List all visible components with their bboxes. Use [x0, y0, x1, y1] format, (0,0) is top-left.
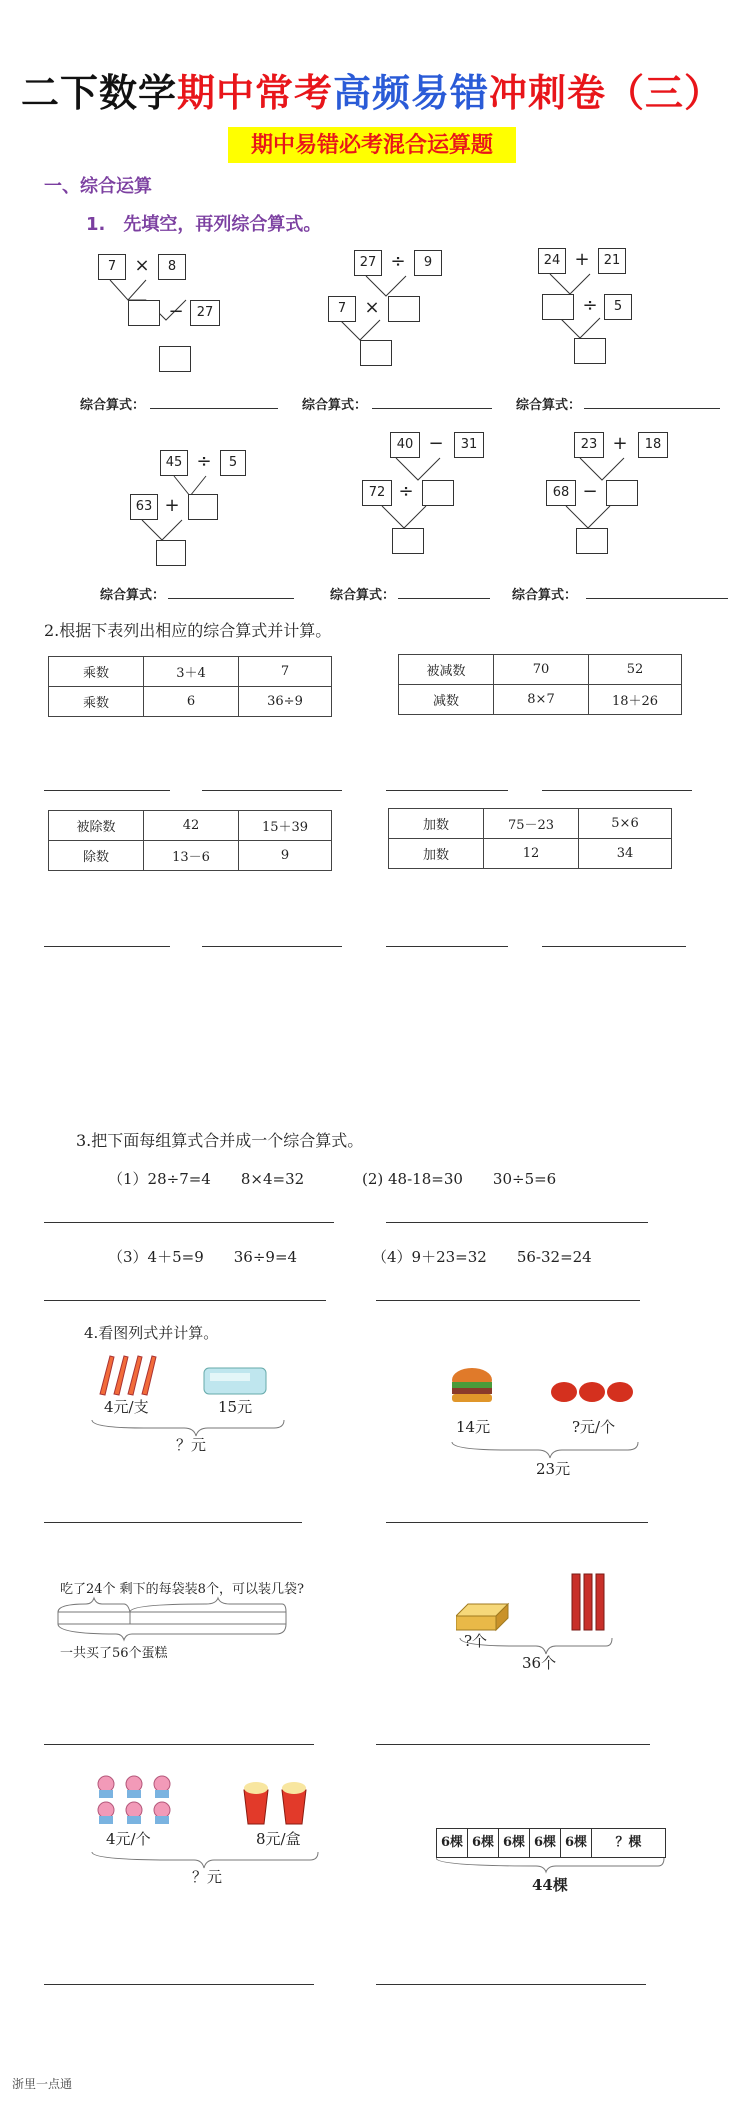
tree-1-b: 8	[158, 254, 186, 280]
tree-3-op1: +	[574, 249, 590, 270]
tree-2	[326, 250, 466, 380]
section-heading: 一、综合运算	[44, 176, 152, 197]
q3-title: 3.把下面每组算式合并成一个综合算式。	[76, 1131, 364, 1150]
pic5-left-label: 4元/个	[106, 1830, 151, 1848]
q4-picture-1	[84, 1350, 304, 1454]
pic6-total-label: 44棵	[532, 1876, 568, 1894]
bar-cell-unknown: ？棵	[615, 1835, 642, 1850]
pic4-left-label: ?个	[464, 1632, 488, 1650]
tree-6-blank-1[interactable]	[606, 480, 638, 506]
tree-6-op1: +	[612, 433, 628, 454]
cell: 被除数	[49, 811, 144, 841]
tree-3-blank-2[interactable]	[574, 338, 606, 364]
cell: 42	[144, 811, 239, 841]
q2-answer-line[interactable]	[386, 946, 508, 947]
tree-4-a: 45	[160, 450, 188, 476]
tree-1-c: 27	[190, 300, 220, 326]
pic2-left-label: 14元	[456, 1418, 491, 1436]
q2-table-1	[48, 656, 332, 717]
q1-title: 1. 先填空，再列综合算式。	[86, 214, 322, 235]
cell: 75－23	[484, 809, 579, 839]
formula-label-5: 综合算式：	[330, 588, 396, 603]
formula-label-3: 综合算式：	[516, 398, 582, 413]
q4-answer-line[interactable]	[44, 1522, 302, 1523]
footer-source: 浙里一点通	[12, 2077, 73, 2091]
bar-cell: 6棵	[530, 1829, 561, 1857]
tree-5-b: 31	[454, 432, 484, 458]
formula-label-6: 综合算式：	[512, 588, 578, 603]
bar-cell: 6棵	[561, 1829, 592, 1857]
tree-2-b: 9	[414, 250, 442, 276]
q4-picture-5	[84, 1770, 334, 1886]
tree-5-op2: ÷	[398, 481, 414, 502]
tree-2-op2: ×	[364, 297, 380, 318]
tree-5-blank-2[interactable]	[392, 528, 424, 554]
tree-1-op2: −	[168, 301, 184, 322]
pic1-total-label: ？元	[176, 1436, 207, 1454]
pic1-left-label: 4元/支	[104, 1398, 149, 1416]
cell: 15＋39	[239, 811, 332, 841]
cell: 减数	[399, 685, 494, 715]
tree-4-op2: +	[164, 495, 180, 516]
pic4-total-label: 36个	[522, 1654, 557, 1672]
cell: 12	[484, 839, 579, 869]
tree-4-c: 63	[130, 494, 158, 520]
tree-3-c: 5	[604, 294, 632, 320]
pic2-total-label: 23元	[536, 1460, 571, 1478]
tree-4-op1: ÷	[196, 451, 212, 472]
q3-answer-line[interactable]	[44, 1300, 326, 1301]
bar-cell: 6棵	[468, 1829, 499, 1857]
tree-2-blank-1[interactable]	[388, 296, 420, 322]
formula-label-1: 综合算式：	[80, 398, 146, 413]
tree-6-c: 68	[546, 480, 576, 506]
answer-line-3[interactable]	[584, 408, 720, 409]
answer-line-1[interactable]	[150, 408, 278, 409]
q4-answer-line[interactable]	[44, 1744, 314, 1745]
pic3-top-label: 吃了24个 剩下的每袋装8个，可以装几袋?	[60, 1582, 304, 1597]
pic3-bottom-label: 一共买了56个蛋糕	[60, 1646, 168, 1661]
pic5-right-label: 8元/盒	[256, 1830, 301, 1848]
cell: 乘数	[49, 657, 144, 687]
cell: 加数	[389, 839, 484, 869]
cell: 被减数	[399, 655, 494, 685]
title-part-5: （三）	[606, 71, 724, 115]
cell: 13－6	[144, 841, 239, 871]
title-part-4: 冲刺卷	[489, 71, 607, 115]
q3-answer-line[interactable]	[376, 1300, 640, 1301]
q4-title: 4.看图列式并计算。	[84, 1324, 219, 1342]
q2-answer-line[interactable]	[44, 790, 170, 791]
answer-line-5[interactable]	[398, 598, 490, 599]
cell: 7	[239, 657, 332, 687]
q3-item-4: （4）9＋23=32 56-32=24	[372, 1248, 592, 1266]
cell: 6	[144, 687, 239, 717]
q3-answer-line[interactable]	[44, 1222, 334, 1223]
cell: 3＋4	[144, 657, 239, 687]
q4-picture-3	[56, 1578, 368, 1674]
tree-4-blank-2[interactable]	[156, 540, 186, 566]
subtitle: 期中易错必考混合运算题	[228, 127, 516, 163]
cell: 34	[579, 839, 672, 869]
q2-answer-line[interactable]	[44, 946, 170, 947]
q3-item-2: (2) 48-18=30 30÷5=6	[362, 1170, 557, 1188]
tree-3	[536, 248, 676, 378]
tree-2-blank-2[interactable]	[360, 340, 392, 366]
tree-3-blank-1[interactable]	[542, 294, 574, 320]
tree-6-op2: −	[582, 481, 598, 502]
pic5-total-label: ？元	[192, 1868, 223, 1886]
q2-answer-line[interactable]	[386, 790, 508, 791]
cell: 5×6	[579, 809, 672, 839]
tree-5-a: 40	[390, 432, 420, 458]
q2-answer-line[interactable]	[542, 790, 692, 791]
pic2-right-label: ?元/个	[572, 1418, 616, 1436]
q2-title: 2.根据下表列出相应的综合算式并计算。	[44, 621, 332, 640]
tree-6-a: 23	[574, 432, 604, 458]
q4-picture-6	[436, 1828, 676, 1898]
answer-line-4[interactable]	[168, 598, 294, 599]
q4-answer-line[interactable]	[44, 1984, 314, 1985]
cell: 除数	[49, 841, 144, 871]
cell: 52	[589, 655, 682, 685]
cell: 加数	[389, 809, 484, 839]
tree-1-a: 7	[98, 254, 126, 280]
cell: 8×7	[494, 685, 589, 715]
formula-label-4: 综合算式：	[100, 588, 166, 603]
tree-4	[130, 450, 270, 580]
q2-table-4	[388, 808, 672, 869]
tree-2-op1: ÷	[390, 251, 406, 272]
tree-2-a: 27	[354, 250, 382, 276]
tree-3-a: 24	[538, 248, 566, 274]
q4-answer-line[interactable]	[376, 1984, 646, 1985]
cell: 70	[494, 655, 589, 685]
cell: 乘数	[49, 687, 144, 717]
tree-4-b: 5	[220, 450, 246, 476]
tree-5-c: 72	[362, 480, 392, 506]
q3-item-3: （3）4＋5=9 36÷9=4	[108, 1248, 298, 1266]
q3-item-1: （1）28÷7=4 8×4=32	[108, 1170, 305, 1188]
tree-5-op1: −	[428, 433, 444, 454]
q4-answer-line[interactable]	[386, 1522, 648, 1523]
q4-picture-2	[448, 1366, 658, 1486]
page-title	[0, 62, 744, 117]
tree-1-op1: ×	[134, 255, 150, 276]
tree-5-blank-1[interactable]	[422, 480, 454, 506]
cell: 18＋26	[589, 685, 682, 715]
bar-cell: 6棵	[499, 1829, 530, 1857]
tree-2-c: 7	[328, 296, 356, 322]
pic1-right-label: 15元	[218, 1398, 253, 1416]
answer-line-6[interactable]	[586, 598, 728, 599]
tree-6	[546, 432, 686, 562]
tree-1-blank-1[interactable]	[128, 300, 160, 326]
tree-3-b: 21	[598, 248, 626, 274]
q3-answer-line[interactable]	[386, 1222, 648, 1223]
cell: 9	[239, 841, 332, 871]
tree-1-blank-2[interactable]	[159, 346, 191, 372]
bar-cell: 6棵	[437, 1829, 468, 1857]
q2-answer-line[interactable]	[202, 946, 342, 947]
q2-table-2	[398, 654, 682, 715]
q4-picture-4	[456, 1566, 646, 1676]
title-part-2: 期中常考	[176, 71, 333, 115]
cell: 36÷9	[239, 687, 332, 717]
title-part-3: 高频易错	[332, 71, 489, 115]
tree-5	[362, 432, 502, 562]
tree-3-op2: ÷	[582, 295, 598, 316]
q2-answer-line[interactable]	[542, 946, 686, 947]
q4-answer-line[interactable]	[376, 1744, 650, 1745]
q2-table-3	[48, 810, 332, 871]
tree-6-blank-2[interactable]	[576, 528, 608, 554]
q2-answer-line[interactable]	[202, 790, 342, 791]
tree-1	[96, 254, 236, 384]
title-part-1: 二下数学	[20, 71, 177, 115]
answer-line-2[interactable]	[372, 408, 492, 409]
tree-4-blank-1[interactable]	[188, 494, 218, 520]
formula-label-2: 综合算式：	[302, 398, 368, 413]
tree-6-b: 18	[638, 432, 668, 458]
